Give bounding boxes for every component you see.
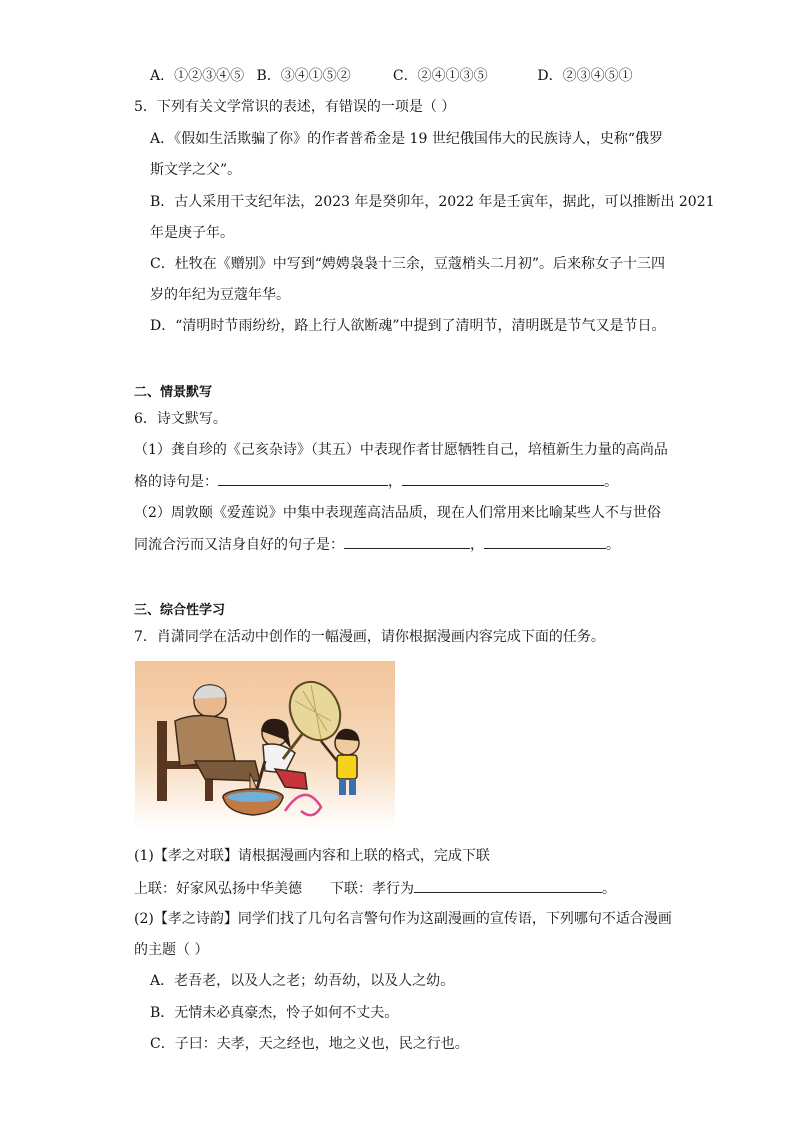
q6-part2-line2: [134, 534, 620, 555]
period: 。: [602, 881, 616, 897]
comma: ，: [470, 537, 484, 553]
q6-part2-line1: （2）周敦颐《爱莲说》中集中表现莲高洁品质，现在人们常用来比喻某些人不与世俗: [134, 505, 661, 521]
task-1-stem: (1)【孝之对联】请根据漫画内容和上联的格式，完成下联: [134, 848, 490, 864]
comma: ，: [388, 474, 402, 490]
cartoon-illustration: [135, 661, 395, 829]
q5-option-b-line2: 年是庚子年。: [150, 225, 234, 241]
task-2-option-a: A．老吾老，以及人之老；幼吾幼，以及人之幼。: [150, 973, 455, 989]
lower-couplet-prompt: 下联：孝行为: [330, 881, 414, 897]
task-2-line1: (2)【孝之诗韵】同学们找了几句名言警句作为这副漫画的宣传语，下列哪句不适合漫画: [134, 911, 672, 927]
q5-option-a-line2: 斯文学之父”。: [150, 162, 242, 178]
q6-part2-blank-1[interactable]: [344, 534, 470, 549]
q6-stem: 6．诗文默写。: [134, 411, 227, 427]
q6-part1-prompt: 格的诗句是：: [134, 474, 218, 490]
q4-option-c: C．②④①③⑤: [392, 68, 488, 84]
q5-option-b-line1: B．古人采用干支纪年法，2023 年是癸卯年，2022 年是壬寅年，据此，可以推断出 2021: [150, 194, 715, 210]
q5-option-a-line1: A．《假如生活欺骗了你》的作者普希金是 19 世纪俄国伟大的民族诗人，史称“俄罗: [150, 131, 663, 147]
q4-option-b: B．③④①⑤②: [256, 68, 351, 84]
task-2-option-b: B．无情未必真豪杰，怜子如何不丈夫。: [150, 1005, 399, 1021]
q7-stem: 7．肖潇同学在活动中创作的一幅漫画，请你根据漫画内容完成下面的任务。: [134, 629, 605, 645]
q6-part1-line1: （1）龚自珍的《己亥杂诗》（其五）中表现作者甘愿牺牲自己，培植新生力量的高尚品: [134, 442, 668, 458]
q6-part1-blank-2[interactable]: [402, 471, 604, 486]
section-2-title: 二、情景默写: [134, 385, 213, 400]
q5-option-c-line2: 岁的年纪为豆蔻年华。: [150, 287, 290, 303]
q6-part2-blank-2[interactable]: [484, 534, 606, 549]
q5-stem: 5．下列有关文学常识的表述，有错误的一项是（ ）: [134, 99, 456, 115]
task-2-option-c: C．子曰：夫孝，天之经也，地之义也，民之行也。: [150, 1036, 469, 1052]
lower-couplet-blank[interactable]: [414, 878, 602, 893]
q5-option-d: D．“清明时节雨纷纷，路上行人欲断魂”中提到了清明节，清明既是节气又是节日。: [150, 318, 666, 334]
period: 。: [606, 537, 620, 553]
q4-options: [150, 66, 633, 86]
q4-option-a: A．①②③④⑤: [150, 68, 245, 84]
task-1-couplet: [134, 878, 616, 899]
upper-couplet: 上联：好家风弘扬中华美德: [134, 881, 302, 897]
period: 。: [604, 474, 618, 490]
q5-option-c-line1: C．杜牧在《赠别》中写到“娉娉袅袅十三余，豆蔻梢头二月初”。后来称女子十三四: [150, 256, 666, 272]
q6-part1-blank-1[interactable]: [218, 471, 388, 486]
q4-option-d: D．②③④⑤①: [537, 68, 633, 84]
q6-part2-prompt: 同流合污而又洁身自好的句子是：: [134, 537, 344, 553]
section-3-title: 三、综合性学习: [134, 603, 226, 618]
q6-part1-line2: [134, 471, 618, 492]
task-2-line2: 的主题（ ）: [134, 942, 209, 958]
